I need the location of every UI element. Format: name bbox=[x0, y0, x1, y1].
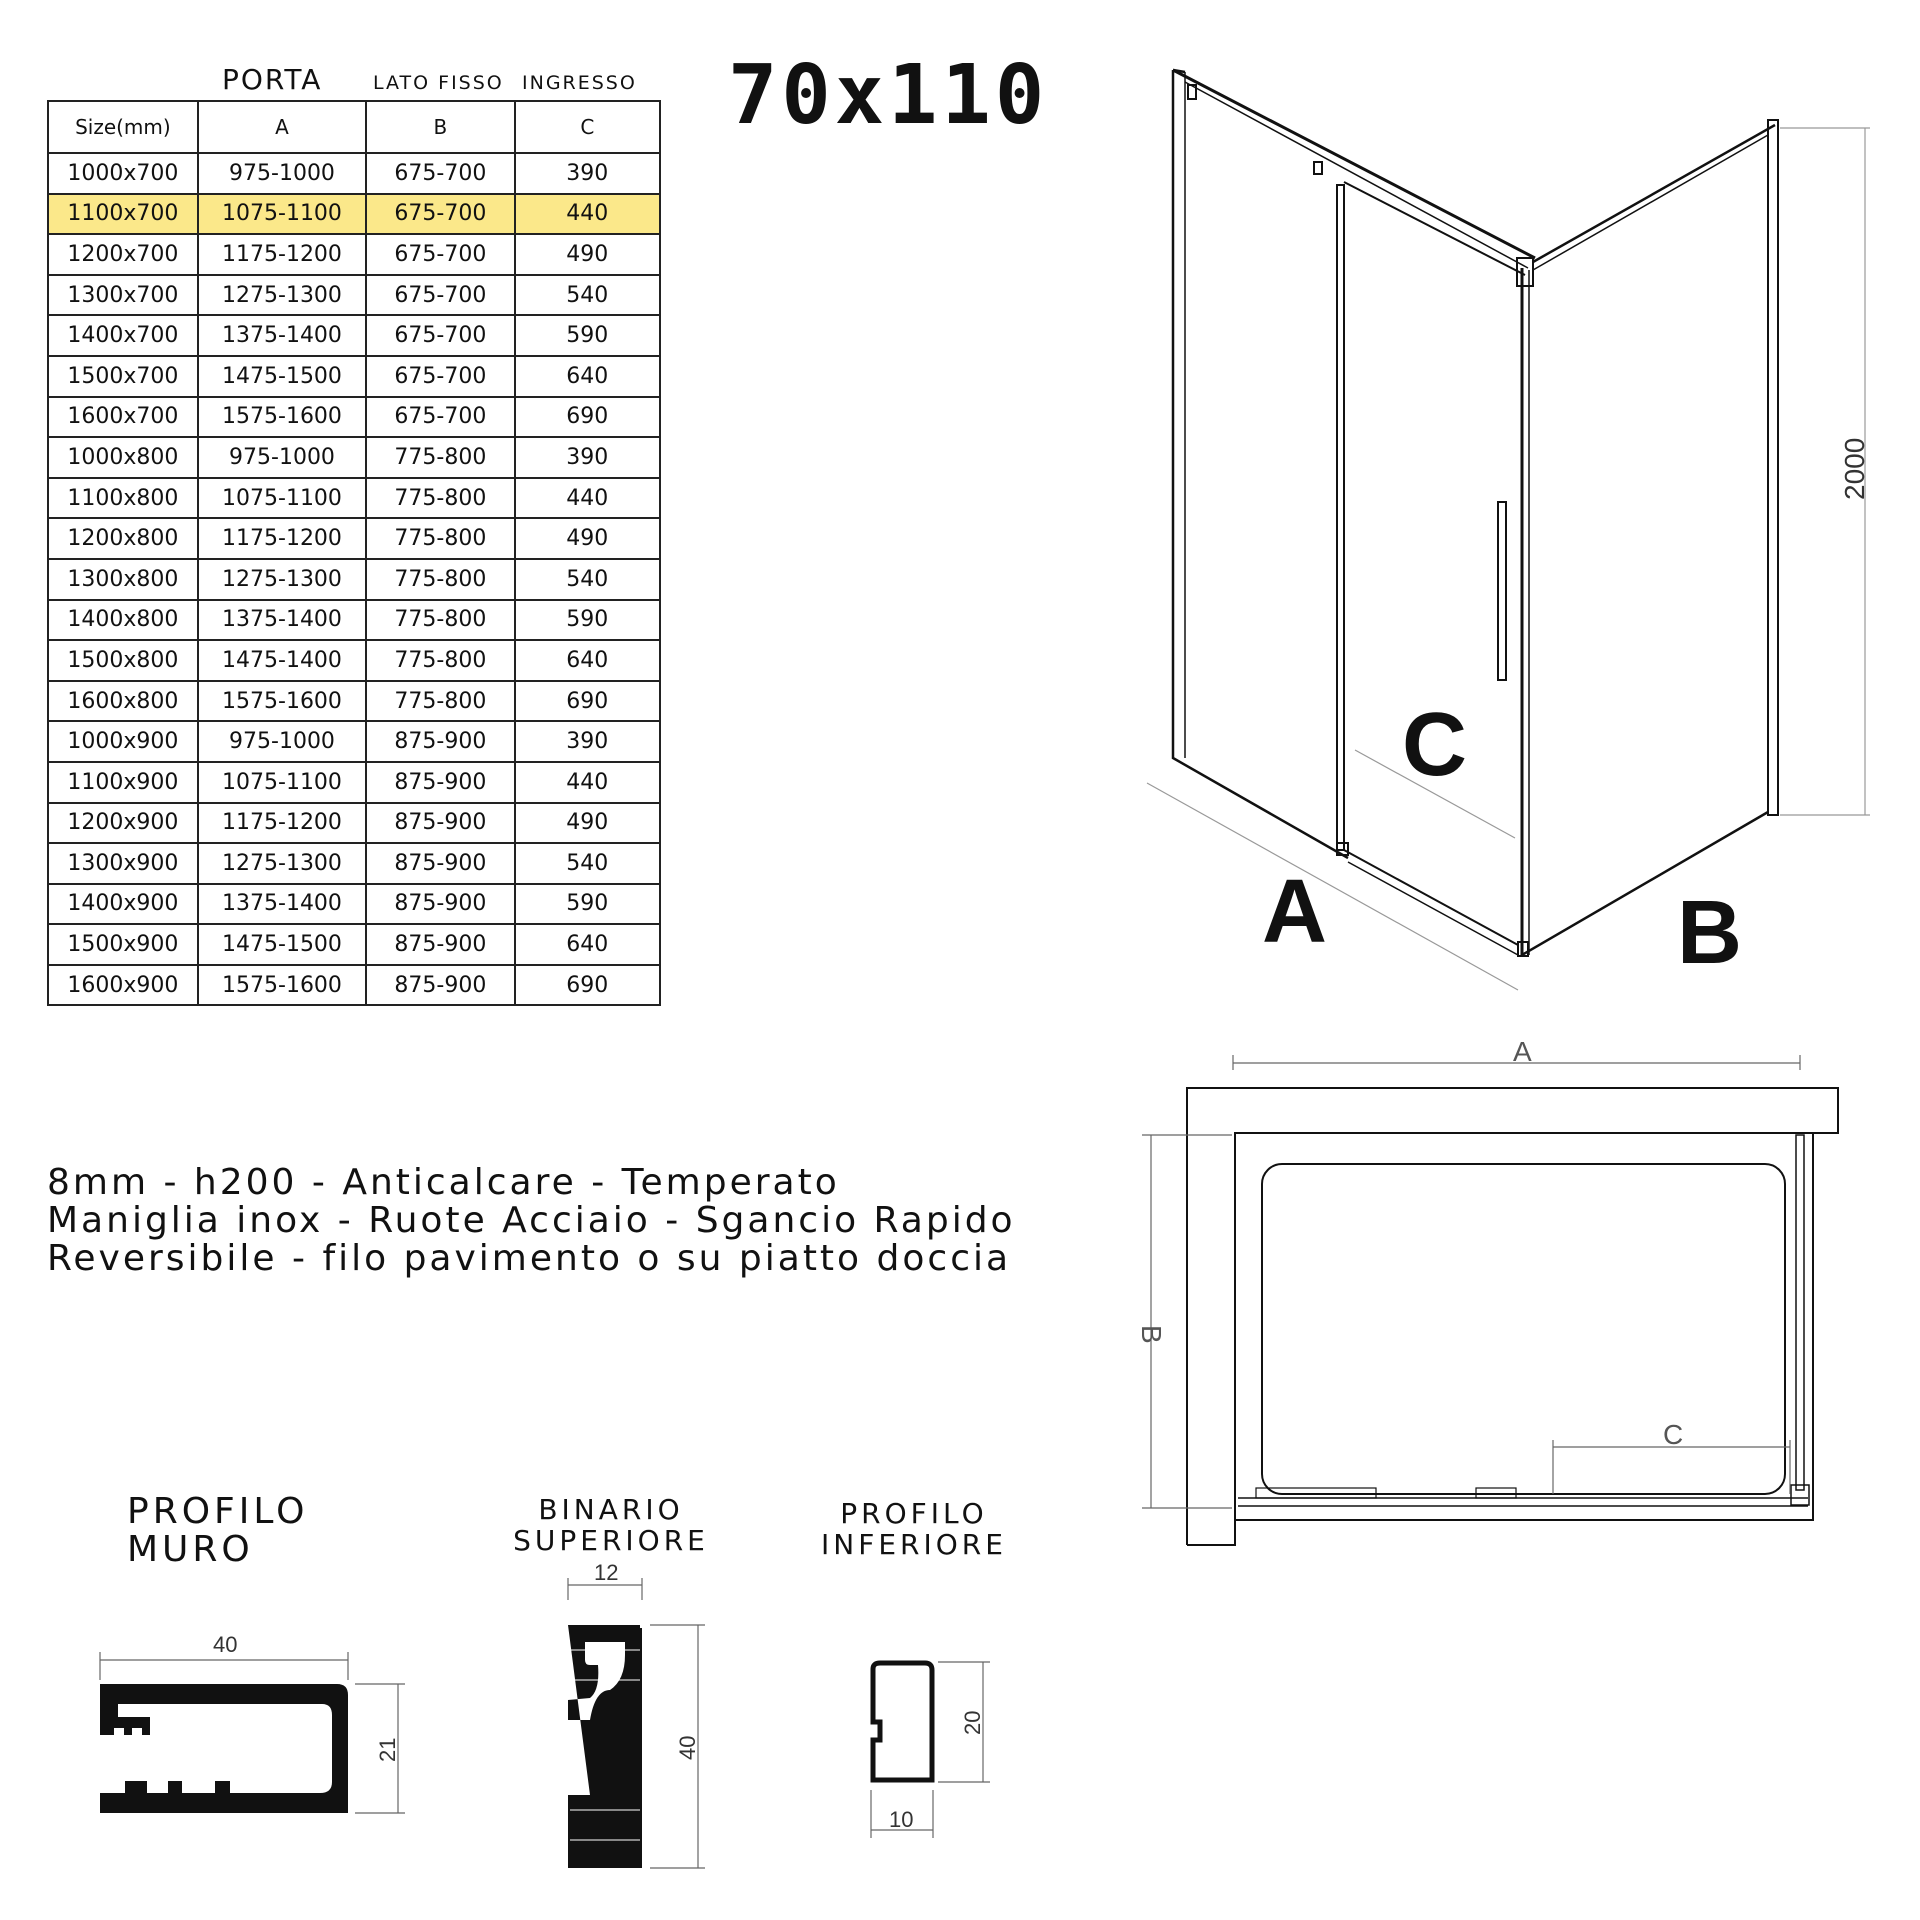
spec-line-2: Maniglia inox - Ruote Acciaio - Sgancio Rapido bbox=[47, 1200, 1016, 1241]
table-cell: 1500x700 bbox=[48, 356, 198, 397]
table-cell: 675-700 bbox=[366, 356, 514, 397]
column-header: A bbox=[198, 101, 366, 153]
table-cell: 775-800 bbox=[366, 478, 514, 519]
profile-binario-drawing bbox=[550, 1560, 730, 1880]
table-cell: 1575-1600 bbox=[198, 397, 366, 438]
table-cell: 440 bbox=[515, 762, 660, 803]
table-cell: 640 bbox=[515, 924, 660, 965]
profile-binario-height: 40 bbox=[675, 1735, 700, 1760]
table-cell: 775-800 bbox=[366, 640, 514, 681]
table-row bbox=[48, 924, 660, 965]
table-cell: 1075-1100 bbox=[198, 762, 366, 803]
table-cell: 1100x900 bbox=[48, 762, 198, 803]
table-cell: 775-800 bbox=[366, 559, 514, 600]
profile-binario-width: 12 bbox=[594, 1560, 619, 1585]
profile-binario-title bbox=[500, 1494, 722, 1556]
profile-binario-shape bbox=[568, 1625, 642, 1868]
profile-inferiore-width: 10 bbox=[889, 1807, 914, 1832]
spec-line-1: 8mm - h200 - Anticalcare - Temperato bbox=[47, 1162, 840, 1203]
profile-inferiore-title-line2: INFERIORE bbox=[821, 1528, 1007, 1561]
plan-view bbox=[1115, 1020, 1855, 1560]
table-cell: 775-800 bbox=[366, 518, 514, 559]
spec-line-3: Reversibile - filo pavimento o su piatto doccia bbox=[47, 1238, 1012, 1279]
table-header-row bbox=[48, 101, 660, 153]
table-cell: 1600x700 bbox=[48, 397, 198, 438]
table-row bbox=[48, 762, 660, 803]
iso-height-dimension: 2000 bbox=[1839, 437, 1870, 500]
table-cell: 490 bbox=[515, 234, 660, 275]
table-cell: 1400x900 bbox=[48, 884, 198, 925]
table-cell: 1600x900 bbox=[48, 965, 198, 1006]
table-row bbox=[48, 518, 660, 559]
table-cell: 1500x900 bbox=[48, 924, 198, 965]
profile-muro-drawing bbox=[80, 1610, 420, 1820]
table-cell: 1475-1400 bbox=[198, 640, 366, 681]
table-cell: 1075-1100 bbox=[198, 478, 366, 519]
iso-label-a: A bbox=[1262, 862, 1327, 962]
table-cell: 590 bbox=[515, 315, 660, 356]
table-cell: 675-700 bbox=[366, 315, 514, 356]
table-cell: 875-900 bbox=[366, 965, 514, 1006]
profile-muro-title bbox=[127, 1493, 309, 1569]
table-cell: 1100x800 bbox=[48, 478, 198, 519]
table-cell: 1275-1300 bbox=[198, 843, 366, 884]
table-row bbox=[48, 721, 660, 762]
table-cell: 1000x900 bbox=[48, 721, 198, 762]
door-handle bbox=[1498, 502, 1506, 680]
column-header: C bbox=[515, 101, 660, 153]
table-cell: 1175-1200 bbox=[198, 518, 366, 559]
table-cell: 1500x800 bbox=[48, 640, 198, 681]
table-cell: 1375-1400 bbox=[198, 315, 366, 356]
table-cell: 975-1000 bbox=[198, 437, 366, 478]
plan-label-c: C bbox=[1663, 1419, 1684, 1450]
column-header: Size(mm) bbox=[48, 101, 198, 153]
table-row bbox=[48, 478, 660, 519]
table-cell: 1375-1400 bbox=[198, 884, 366, 925]
table-cell: 875-900 bbox=[366, 803, 514, 844]
table-cell: 1475-1500 bbox=[198, 924, 366, 965]
table-row bbox=[48, 194, 660, 235]
table-row bbox=[48, 600, 660, 641]
table-cell: 1475-1500 bbox=[198, 356, 366, 397]
table-cell: 1000x700 bbox=[48, 153, 198, 194]
table-cell: 1000x800 bbox=[48, 437, 198, 478]
table-cell: 775-800 bbox=[366, 437, 514, 478]
table-cell: 390 bbox=[515, 437, 660, 478]
header-lato-fisso: LATO FISSO bbox=[373, 72, 504, 94]
top-rail bbox=[1173, 70, 1535, 258]
plan-label-a: A bbox=[1513, 1036, 1532, 1067]
table-cell: 675-700 bbox=[366, 234, 514, 275]
table-row bbox=[48, 437, 660, 478]
table-cell: 1600x800 bbox=[48, 681, 198, 722]
table-cell: 875-900 bbox=[366, 884, 514, 925]
table-cell: 1300x900 bbox=[48, 843, 198, 884]
table-row bbox=[48, 681, 660, 722]
table-row bbox=[48, 315, 660, 356]
table-cell: 690 bbox=[515, 965, 660, 1006]
profile-muro-title-line1: PROFILO bbox=[127, 1491, 309, 1532]
table-cell: 675-700 bbox=[366, 153, 514, 194]
table-cell: 390 bbox=[515, 153, 660, 194]
table-cell: 675-700 bbox=[366, 275, 514, 316]
table-row bbox=[48, 884, 660, 925]
table-row bbox=[48, 640, 660, 681]
table-cell: 875-900 bbox=[366, 721, 514, 762]
table-cell: 975-1000 bbox=[198, 153, 366, 194]
table-cell: 1400x800 bbox=[48, 600, 198, 641]
table-cell: 775-800 bbox=[366, 600, 514, 641]
table-row bbox=[48, 397, 660, 438]
table-cell: 975-1000 bbox=[198, 721, 366, 762]
plan-wall-outline bbox=[1187, 1088, 1838, 1545]
profile-inferiore-title bbox=[810, 1498, 1018, 1560]
table-row bbox=[48, 559, 660, 600]
table-cell: 875-900 bbox=[366, 843, 514, 884]
table-cell: 675-700 bbox=[366, 397, 514, 438]
table-row bbox=[48, 965, 660, 1006]
table-cell: 1200x800 bbox=[48, 518, 198, 559]
table-cell: 640 bbox=[515, 640, 660, 681]
table-cell: 1200x700 bbox=[48, 234, 198, 275]
table-cell: 1575-1600 bbox=[198, 681, 366, 722]
table-cell: 1075-1100 bbox=[198, 194, 366, 235]
header-porta: PORTA bbox=[222, 63, 323, 96]
table-cell: 390 bbox=[515, 721, 660, 762]
profile-muro-title-line2: MURO bbox=[127, 1529, 254, 1570]
profile-inferiore-height: 20 bbox=[960, 1710, 985, 1735]
plan-label-b: B bbox=[1136, 1325, 1167, 1344]
table-cell: 1300x800 bbox=[48, 559, 198, 600]
table-row bbox=[48, 843, 660, 884]
table-cell: 690 bbox=[515, 397, 660, 438]
table-cell: 590 bbox=[515, 600, 660, 641]
table-cell: 640 bbox=[515, 356, 660, 397]
iso-label-b: B bbox=[1677, 883, 1742, 983]
table-cell: 1275-1300 bbox=[198, 275, 366, 316]
profile-inferiore-title-line1: PROFILO bbox=[840, 1497, 988, 1530]
table-cell: 540 bbox=[515, 275, 660, 316]
table-cell: 1375-1400 bbox=[198, 600, 366, 641]
table-cell: 690 bbox=[515, 681, 660, 722]
table-row bbox=[48, 153, 660, 194]
table-cell: 1575-1600 bbox=[198, 965, 366, 1006]
sliding-door bbox=[1337, 185, 1344, 850]
table-row bbox=[48, 275, 660, 316]
profile-muro-height: 21 bbox=[375, 1737, 400, 1762]
isometric-shower-view bbox=[1130, 50, 1890, 1000]
table-cell: 1100x700 bbox=[48, 194, 198, 235]
profile-binario-title-line1: BINARIO bbox=[538, 1493, 684, 1526]
table-row bbox=[48, 356, 660, 397]
table-cell: 490 bbox=[515, 803, 660, 844]
table-cell: 440 bbox=[515, 194, 660, 235]
column-header: B bbox=[366, 101, 514, 153]
table-cell: 590 bbox=[515, 884, 660, 925]
table-cell: 540 bbox=[515, 559, 660, 600]
table-row bbox=[48, 234, 660, 275]
table-cell: 1400x700 bbox=[48, 315, 198, 356]
table-cell: 540 bbox=[515, 843, 660, 884]
table-cell: 440 bbox=[515, 478, 660, 519]
iso-label-c: C bbox=[1402, 695, 1467, 795]
shower-tray bbox=[1262, 1164, 1785, 1494]
table-cell: 775-800 bbox=[366, 681, 514, 722]
profile-muro-shape bbox=[100, 1684, 348, 1813]
page-title: 70x110 bbox=[728, 48, 1049, 143]
profile-binario-title-line2: SUPERIORE bbox=[513, 1524, 709, 1557]
table-cell: 1175-1200 bbox=[198, 234, 366, 275]
table-cell: 675-700 bbox=[366, 194, 514, 235]
table-cell: 875-900 bbox=[366, 924, 514, 965]
table-cell: 1275-1300 bbox=[198, 559, 366, 600]
table-row bbox=[48, 803, 660, 844]
table-cell: 490 bbox=[515, 518, 660, 559]
table-cell: 1175-1200 bbox=[198, 803, 366, 844]
profile-muro-width: 40 bbox=[213, 1632, 238, 1657]
profile-inferiore-shape bbox=[873, 1663, 932, 1780]
size-table bbox=[47, 100, 661, 1006]
fixed-panel-outline bbox=[1173, 70, 1348, 858]
profile-inferiore-drawing bbox=[860, 1650, 1010, 1850]
table-cell: 875-900 bbox=[366, 762, 514, 803]
table-cell: 1200x900 bbox=[48, 803, 198, 844]
header-ingresso: INGRESSO bbox=[522, 72, 637, 94]
table-cell: 1300x700 bbox=[48, 275, 198, 316]
